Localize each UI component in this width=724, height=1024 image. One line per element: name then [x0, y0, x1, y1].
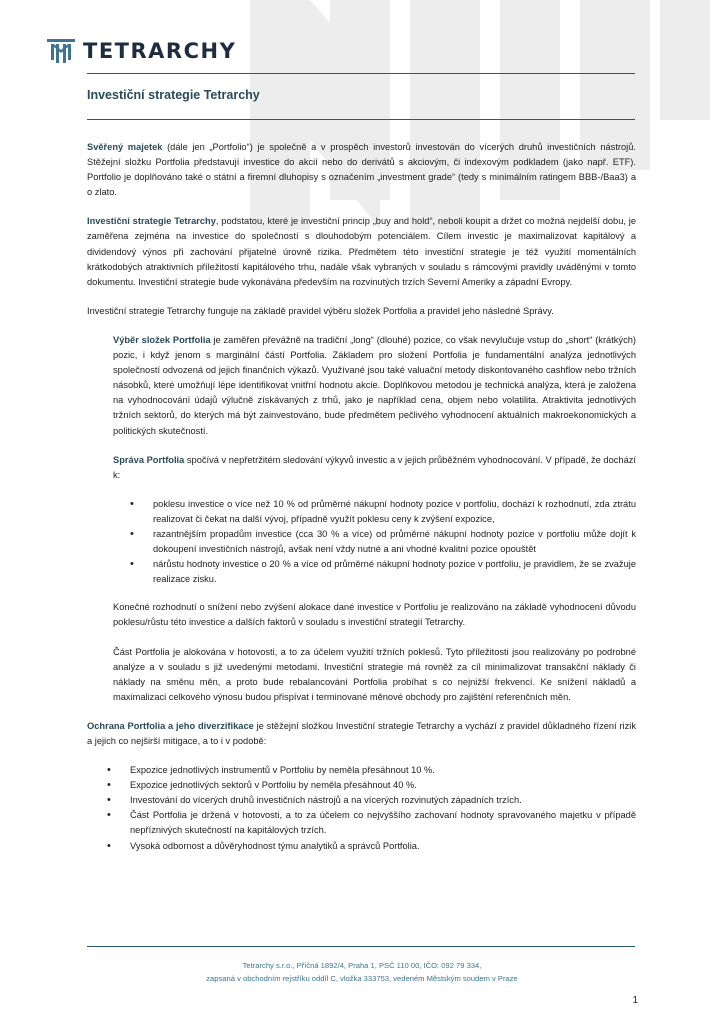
paragraph-text: spočívá v nepřetržitém sledování výkyvů investic a v jejich průběžném vyhodnocování. V případě, že dochází k: — [113, 454, 636, 480]
page-number: 1 — [632, 995, 638, 1006]
bold-term: Investiční strategie Tetrarchy — [87, 216, 216, 227]
bullet-list — [153, 497, 636, 588]
paragraph-text: je zaměřen převážně na tradiční „long“ (dlouhé) pozice, co však nevylučuje vstup do „short“ (krátkých) pozic, i když jenom s marginální částí Portfolia. Základem pro složení Portfolia je fundamentální analýza jednotlivých společností odvozená od jejich finančních výkazů. Využívané jsou také valuační metody diskontovaného cashflow nebo tržních násobků, které umožňují lépe identifikovat vnitřní hodnotu akcie. Doplňkovou metodou je technická analýza, která je založena na vyhodnocování údajů výlučně získávaných z trhů, jako je například cena, objem nebo volatilita. Atraktivita jednotlivých tržních sektorů, do kterých má být zainvestováno, bude předmětem pečlivého vyhodnocení aktuálních makroekonomických a politických skutečností. — [113, 334, 637, 436]
list-item: • nárůstu hodnoty investice o 20 % a více od průměrné nákupní hodnoty pozice v portfoliu, je pravidlem, že se zvažuje realizace zisku. — [153, 557, 636, 587]
list-item: • Vysoká odbornost a důvěryhodnost týmu analytiků a správců Portfolia. — [130, 839, 636, 854]
paragraph: Konečné rozhodnutí o snížení nebo zvýšení alokace dané investice v Portfoliu je realizováno na základě vyhodnocení důvodu poklesu/růstu této investice a dalších faktorů v souladu s investiční strategií Tetrarchy. — [113, 602, 636, 628]
footer-rule — [87, 946, 635, 947]
title-rule — [87, 119, 635, 120]
bullet-list — [130, 763, 636, 854]
bold-term: Svěřený majetek — [87, 142, 163, 152]
paragraph-text: (dále jen „Portfolio“) je společně a v prospěch investorů investován do vícerých druhů investičních nástrojů. Stěžejní složku Portfolia představují investice do akcií nebo do derivátů s akciovým, či indexovým podkladem (jako např. ETF). Portfolio je doplňováno také o státní a firemní dluhopisy s označením „investment grade“ (tedy s minimálním ratingem BBB-/Baa3) a o zlato. — [87, 142, 636, 198]
paragraph-text: je stěžejní složkou Investiční strategie Tetrarchy a vychází z pravidel důkladného řízení rizik a jejich co nejširší mitigace, a to i v podobě: — [87, 720, 636, 746]
list-item: • Část Portfolia je držená v hotovosti, a to za účelem co nejvyššího zachovaní hodnoty spravovaného majetku v případě nepříznivých skutečností na kapitálových trzích. — [130, 808, 636, 838]
list-item: • poklesu investice o více než 10 % od průměrné nákupní hodnoty pozice v portfoliu, dochází k rozhodnutí, zda ztrátu realizovat či čekat na další vývoj, případně využít poklesu ceny k zvýšení expozice, — [153, 497, 636, 527]
footer-line-2: zapsaná v obchodním rejstříku oddíl C, vložka 333753, vedeném Městským soudem v Praze — [206, 974, 518, 983]
paragraph — [87, 214, 636, 289]
paragraph — [113, 333, 636, 439]
footer-line-1: Tetrarchy s.r.o., Příčná 1892/4, Praha 1, PSČ 110 00, IČO: 092 79 334, — [242, 961, 482, 970]
logo-text: TETRARCHY — [83, 39, 237, 63]
list-item: • Expozice jednotlivých sektorů v Portfoliu by neměla přesáhnout 40 %. — [130, 778, 636, 793]
logo — [45, 36, 236, 66]
bold-term: Výběr složek Portfolia — [113, 334, 211, 345]
paragraph: Část Portfolia je alokována v hotovosti, a to za účelem využití tržních poklesů. Tyto příležitosti jsou realizovány po podrobné analýze a v souladu s již uvedenými metodami. Investiční strategie má rovněž za cíl minimalizovat transakční náklady či náklady na směnu měn, a proto bude rebalancování Portfolia probíhat s co nejnižší frekvencí. Ke snížení nákladů a maximalizaci celkového výnosu budou přispívat i terminované měnové obchody pro zajištění referenčních měn. — [113, 646, 636, 702]
header-rule — [87, 73, 635, 74]
paragraph — [113, 453, 636, 483]
list-item: • Investování do vícerých druhů investičních nástrojů a na vícerých rozvinutých západních trzích. — [130, 793, 636, 808]
paragraph-text: , podstatou, které je investiční princip „buy and hold“, neboli koupit a držet co možná nejdelší dobu, je zaměřena zejména na investice do společností s dlouhodobým potenciálem. Cílem investic je maximalizovat kapitálový a dividendový výnos při zachování přijatelné úrovně rizika. Předmětem této investiční strategie je též využití momentálních krátkodobých atraktivních příležitostí kapitálového trhu, nadále však vybraných v souladu s rámcovými pravidly uváděnými v tomto dokumentu. Investiční strategie bude vykonávána především na rozvinutých trzích Severní Ameriky a západní Evropy. — [87, 216, 636, 287]
bold-term: Správa Portfolia — [113, 454, 185, 465]
paragraph: Investiční strategie Tetrarchy funguje na základě pravidel výběru složek Portfolia a pravidel jeho následné Správy. — [87, 305, 554, 316]
paragraph — [87, 140, 636, 200]
document-body — [87, 140, 636, 867]
list-item: • Expozice jednotlivých instrumentů v Portfoliu by neměla přesáhnout 10 %. — [130, 763, 636, 778]
page-title: Investiční strategie Tetrarchy — [87, 88, 260, 102]
list-item: • razantnějším propadům investice (cca 30 % a více) od průměrné nákupní hodnoty pozice v portfoliu může dojít k dokoupení investičních nástrojů, avšak není vždy nutné a ani vhodné kvalitní pozice opouštět — [153, 527, 636, 557]
tetrarchy-logo-icon — [45, 36, 77, 66]
bold-term: Ochrana Portfolia a jeho diverzifikace — [87, 720, 254, 731]
paragraph — [87, 719, 636, 749]
